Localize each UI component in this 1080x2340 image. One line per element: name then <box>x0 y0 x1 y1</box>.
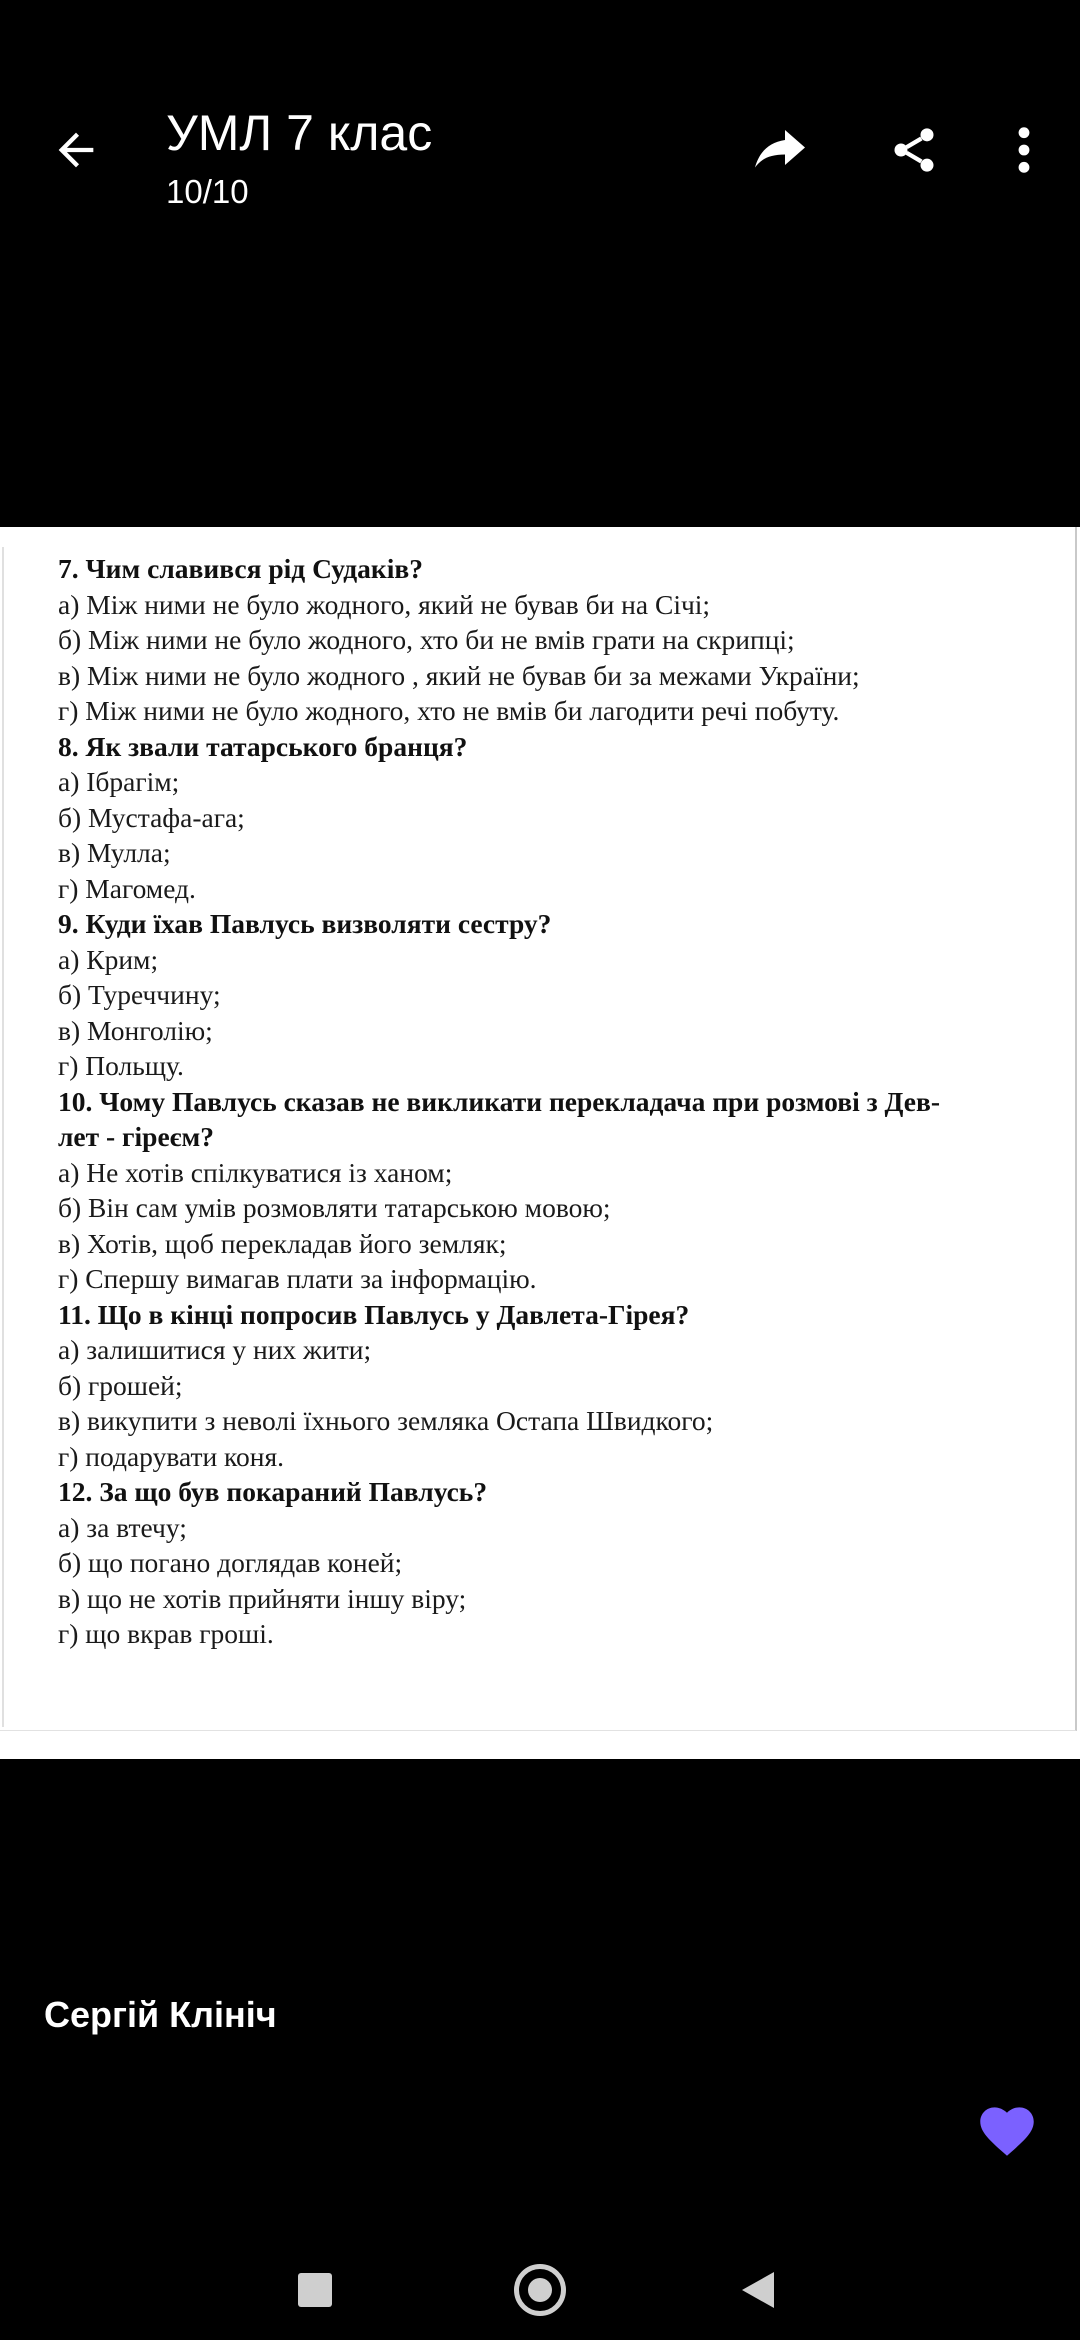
answer-line: в) викупити з неволі їхнього земляка Остапа Швидкого; <box>58 1405 714 1436</box>
answer-line: а) за втечу; <box>58 1511 187 1543</box>
answer-line: г) подарувати коня. <box>58 1440 285 1472</box>
home-circle-icon[interactable] <box>514 2264 566 2316</box>
author-name[interactable]: Сергій Клініч <box>44 1994 277 2035</box>
answer-line: б) Він сам умів розмовляти татарською мовою; <box>58 1192 611 1223</box>
question-line: лет - гіреєм? <box>58 1121 215 1152</box>
more-options-button[interactable] <box>992 118 1056 182</box>
forward-arrow-icon <box>749 125 811 175</box>
answer-line: а) Крим; <box>58 943 159 975</box>
answer-line: г) Між ними не було жодного, хто не вмів би лагодити речі побуту. <box>58 695 840 726</box>
answer-line: а) Між ними не було жодного, який не бував би на Січі; <box>58 588 711 620</box>
document-page <box>0 527 1077 1731</box>
back-arrow-icon <box>50 124 102 176</box>
answer-line: г) Магомед. <box>58 872 196 904</box>
share-icon <box>888 124 940 176</box>
page-edge-line <box>2 547 4 1727</box>
answer-line: б) Туреччину; <box>58 979 221 1010</box>
album-title: УМЛ 7 клас <box>166 105 433 161</box>
answer-line: в) Між ними не було жодного , який не бував би за межами України; <box>58 659 860 691</box>
back-triangle-icon[interactable] <box>742 2272 774 2308</box>
answer-line: а) Ібрагім; <box>58 766 180 797</box>
top-app-bar <box>0 0 1080 260</box>
answer-line: б) що погано доглядав коней; <box>58 1547 403 1578</box>
answer-line: б) Мустафа-ага; <box>58 801 245 833</box>
like-button[interactable] <box>972 2094 1042 2164</box>
answer-line: а) Не хотів спілкуватися із ханом; <box>58 1156 453 1188</box>
home-dot <box>528 2278 552 2302</box>
back-button[interactable] <box>44 118 108 182</box>
question-line: 7. Чим славився рід Судаків? <box>58 553 424 584</box>
recents-square-icon[interactable] <box>298 2273 332 2307</box>
heart-icon <box>976 2101 1038 2157</box>
page-counter: 10/10 <box>166 173 249 210</box>
answer-line: г) що вкрав гроші. <box>58 1618 274 1649</box>
answer-line: в) Хотів, щоб перекладав його земляк; <box>58 1227 507 1259</box>
forward-button[interactable] <box>748 118 812 182</box>
answer-line: в) Монголію; <box>58 1014 213 1046</box>
question-line: 8. Як звали татарського бранця? <box>58 730 468 762</box>
system-navigation-bar <box>0 2220 1080 2340</box>
title-block <box>166 104 432 214</box>
question-line: 12. За що був покараний Павлусь? <box>58 1476 488 1507</box>
document-photo[interactable] <box>0 527 1080 1759</box>
question-line: 11. Що в кінці попросив Павлусь у Давлета-Гірея? <box>58 1298 690 1330</box>
more-vertical-icon <box>1014 124 1034 176</box>
answer-line: в) Мулла; <box>58 837 171 868</box>
answer-line: б) грошей; <box>58 1369 183 1401</box>
question-line: 10. Чому Павлусь сказав не викликати перекладача при розмові з Дев- <box>58 1085 940 1117</box>
answer-line: а) залишитися у них жити; <box>58 1334 372 1365</box>
answer-line: б) Між ними не було жодного, хто би не вмів грати на скрипці; <box>58 624 795 655</box>
share-button[interactable] <box>882 118 946 182</box>
answer-line: г) Польщу. <box>58 1050 184 1081</box>
answer-line: г) Спершу вимагав плати за інформацію. <box>58 1263 537 1294</box>
quiz-text <box>58 551 1058 1652</box>
question-line: 9. Куди їхав Павлусь визволяти сестру? <box>58 908 552 939</box>
answer-line: в) що не хотів прийняти іншу віру; <box>58 1582 467 1614</box>
